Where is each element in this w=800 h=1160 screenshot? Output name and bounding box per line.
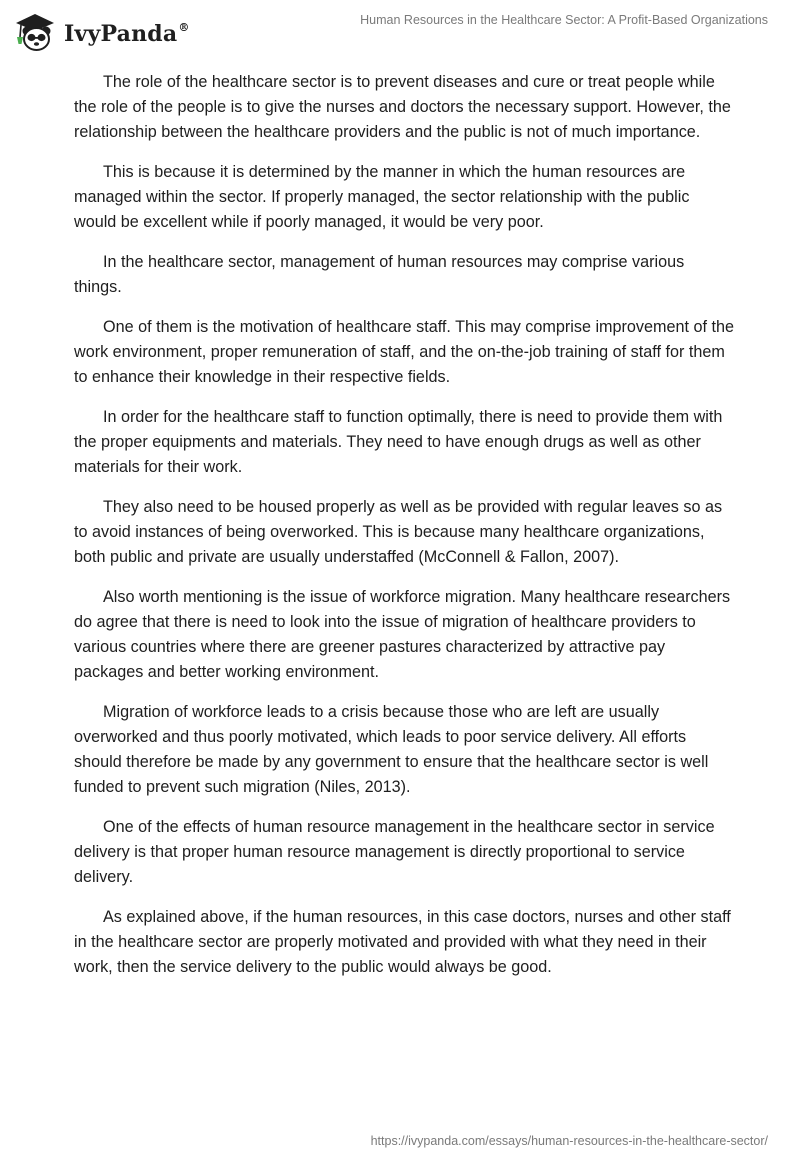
paragraph: One of them is the motivation of healthcare staff. This may comprise improvement of the work environment, proper remuneration of staff, and the on-the-job training of staff for them to enhance their knowledge in their respective fields. [74, 318, 735, 386]
paragraph: As explained above, if the human resources, in this case doctors, nurses and other staff in the healthcare sector are properly motivated and provided with what they need in their work, then the service delivery to the public would always be good. [74, 908, 731, 976]
source-url[interactable]: https://ivypanda.com/essays/human-resources-in-the-healthcare-sector/ [370, 1134, 768, 1148]
essay-body [74, 70, 734, 995]
registered-mark: ® [178, 21, 190, 34]
paragraph: Also worth mentioning is the issue of workforce migration. Many healthcare researchers do agree that there is need to look into the issue of migration of healthcare providers to various countries where there are greener pastures characterized by attractive pay packages and better working environment. [74, 588, 731, 681]
paragraph: The role of the healthcare sector is to prevent diseases and cure or treat people while the role of the people is to give the nurses and doctors the necessary support. However, the relationship between the healthcare providers and the public is not of much importance. [74, 73, 731, 141]
panda-graduate-icon [12, 11, 58, 53]
paragraph: They also need to be housed properly as well as be provided with regular leaves so as to avoid instances of being overworked. This is because many healthcare organizations, both public and private are usually understaffed (McConnell & Fallon, 2007). [74, 498, 723, 566]
paragraph: In the healthcare sector, management of human resources may comprise various things. [74, 253, 685, 296]
paragraph: This is because it is determined by the manner in which the human resources are managed within the sector. If properly managed, the sector relationship with the public would be excellent while if poorly managed, it would be very poor. [74, 163, 690, 231]
ivypanda-logo[interactable] [12, 8, 190, 56]
paragraph: Migration of workforce leads to a crisis because those who are left are usually overworked and thus poorly motivated, which leads to poor service delivery. All efforts should therefore be made by any government to ensure that the healthcare sector is well funded to prevent such migration (Niles, 2013). [74, 703, 709, 796]
paragraph: In order for the healthcare staff to function optimally, there is need to provide them with the proper equipments and materials. They need to have enough drugs as well as other materials for their work. [74, 408, 723, 476]
logo-wordmark: IvyPanda® [64, 21, 190, 47]
document-title: Human Resources in the Healthcare Sector: A Profit-Based Organizations [360, 13, 768, 27]
paragraph: One of the effects of human resource management in the healthcare sector in service delivery is that proper human resource management is directly proportional to service delivery. [74, 818, 715, 886]
